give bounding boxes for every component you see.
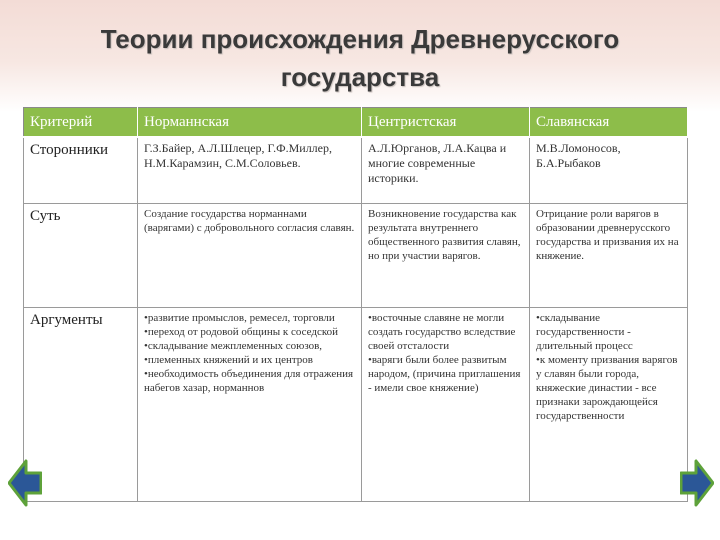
next-slide-button[interactable] bbox=[680, 458, 714, 508]
argument-item: •к моменту призвания варягов у славян были города, княжеские династии - все признаки зарождающейся государственности bbox=[536, 354, 678, 422]
header-centrist: Центристская bbox=[362, 108, 530, 138]
argument-item: •варяги были более развитым народом, (причина приглашения - имели свое княжение) bbox=[368, 354, 521, 394]
argument-item: •развитие промыслов, ремесел, торговли bbox=[144, 312, 335, 324]
cell-supporters-centrist: А.Л.Юрганов, Л.А.Кацва и многие современные историки. bbox=[362, 137, 530, 204]
cell-essence-slavic: Отрицание роли варягов в образовании древнерусского государства и призвания их на княжение. bbox=[530, 204, 688, 308]
argument-item: •переход от родовой общины к соседской bbox=[144, 326, 339, 338]
argument-item: •складывание межплеменных союзов, bbox=[144, 340, 323, 352]
argument-item: •необходимость объединения для отражения набегов хазар, норманнов bbox=[144, 368, 354, 394]
argument-item: •складывание государственности - длительный процесс bbox=[536, 312, 633, 352]
table-row-arguments bbox=[24, 308, 688, 502]
header-norman: Норманнская bbox=[138, 108, 362, 138]
slide-title bbox=[40, 20, 680, 96]
prev-slide-button[interactable] bbox=[8, 458, 42, 508]
criterion-supporters: Сторонники bbox=[24, 137, 138, 204]
title-line-2: государства bbox=[280, 62, 440, 92]
table-row-supporters bbox=[24, 137, 688, 204]
criterion-arguments: Аргументы bbox=[24, 308, 138, 502]
cell-arguments-centrist bbox=[362, 308, 530, 502]
cell-supporters-slavic: М.В.Ломоносов, Б.А.Рыбаков bbox=[530, 137, 688, 204]
header-criterion: Критерий bbox=[24, 108, 138, 138]
arrow-left-icon bbox=[8, 458, 42, 508]
cell-essence-centrist: Возникновение государства как результата внутреннего общественного развития славян, но при участии варягов. bbox=[362, 204, 530, 308]
argument-item: •племенных княжений и их центров bbox=[144, 354, 313, 366]
theories-table bbox=[23, 107, 688, 502]
argument-item: •восточные славяне не могли создать государство вследствие своей отсталости bbox=[368, 312, 516, 352]
cell-supporters-norman: Г.З.Байер, А.Л.Шлецер, Г.Ф.Миллер, Н.М.Карамзин, С.М.Соловьев. bbox=[138, 137, 362, 204]
cell-arguments-slavic bbox=[530, 308, 688, 502]
cell-arguments-norman bbox=[138, 308, 362, 502]
arrow-right-icon bbox=[680, 458, 714, 508]
table-row-essence bbox=[24, 204, 688, 308]
criterion-essence: Суть bbox=[24, 204, 138, 308]
header-slavic: Славянская bbox=[530, 108, 688, 138]
cell-essence-norman: Создание государства норманнами (варягами) с добровольного согласия славян. bbox=[138, 204, 362, 308]
table-header-row bbox=[24, 108, 688, 138]
title-line-1: Теории происхождения Древнерусского bbox=[100, 24, 620, 54]
